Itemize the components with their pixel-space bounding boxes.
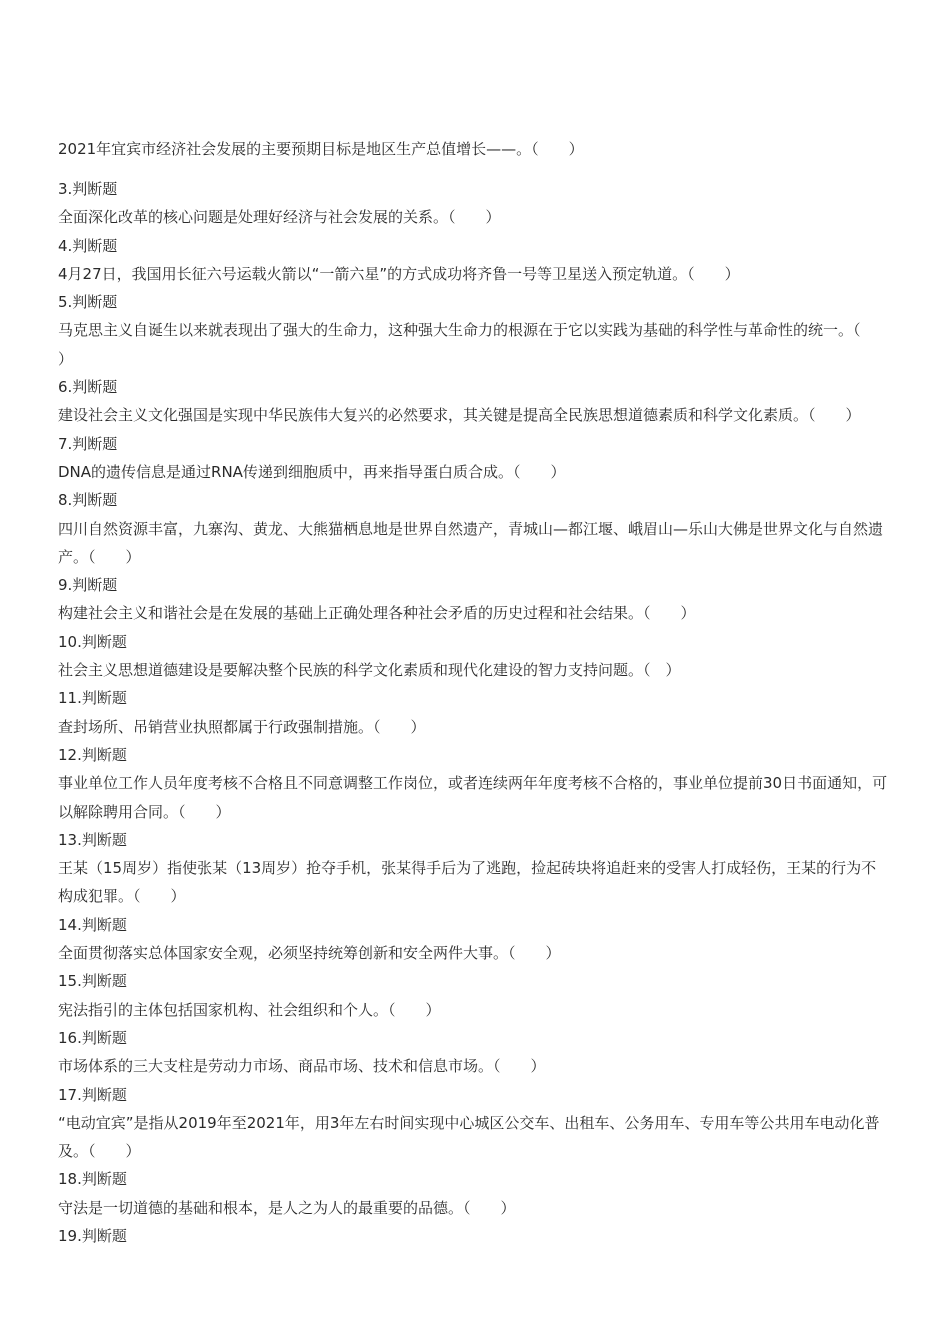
question-number: 16.判断题 [58,1028,127,1047]
question-number: 15.判断题 [58,972,127,991]
question-text: 全面贯彻落实总体国家安全观，必须坚持统筹创新和安全两件大事。（ ） [58,944,561,963]
question-number: 5.判断题 [58,293,118,312]
question-number: 12.判断题 [58,745,127,764]
questions-container [58,175,890,1222]
question-item [58,232,890,289]
question-text: 王某（15周岁）指使张某（13周岁）抢夺手机，张某得手后为了逃跑，捡起砖块将追赶来的受害人打成轻伤，王某的行为不构成犯罪。（ ） [58,859,877,906]
question-item [58,826,890,911]
question-item [58,911,890,968]
question-item [58,1165,890,1222]
question-text: 全面深化改革的核心问题是处理好经济与社会发展的关系。（ ） [58,208,501,227]
question-item [58,967,890,1024]
truncated-top-line [58,140,890,175]
question-number: 10.判断题 [58,632,127,651]
question-item [58,486,890,571]
question-item [58,1024,890,1081]
question-number: 7.判断题 [58,434,118,453]
question-item [58,175,890,232]
question-text: 查封场所、吊销营业执照都属于行政强制措施。（ ） [58,717,426,736]
question-number: 6.判断题 [58,378,118,397]
question-item [58,684,890,741]
truncated-bottom-text: 19.判断题 [58,1226,127,1245]
question-number: 17.判断题 [58,1085,127,1104]
question-item [58,430,890,487]
question-text: 事业单位工作人员年度考核不合格且不同意调整工作岗位，或者连续两年年度考核不合格的，事业单位提前30日书面通知，可以解除聘用合同。（ ） [58,774,888,821]
question-number: 8.判断题 [58,491,118,510]
truncated-top-text: 2021年宜宾市经济社会发展的主要预期目标是地区生产总值增长——。（ ） [58,140,584,158]
question-text: “电动宜宾”是指从2019年至2021年，用3年左右时间实现中心城区公交车、出租车、公务用车、专用车等公共用车电动化普及。（ ） [58,1113,880,1161]
question-item [58,288,890,373]
question-text: 构建社会主义和谐社会是在发展的基础上正确处理各种社会矛盾的历史过程和社会结果。（ ） [58,604,696,623]
question-number: 18.判断题 [58,1170,127,1189]
question-text: 马克思主义自诞生以来就表现出了强大的生命力，这种强大生命力的根源在于它以实践为基础的科学性与革命性的统一。（ ） [58,321,891,368]
question-list [58,140,891,1268]
question-item [58,373,890,430]
question-text: 市场体系的三大支柱是劳动力市场、商品市场、技术和信息市场。（ ） [58,1057,546,1076]
question-text: 社会主义思想道德建设是要解决整个民族的科学文化素质和现代化建设的智力支持问题。（ ） [58,661,681,680]
question-number: 14.判断题 [58,915,127,934]
question-number: 13.判断题 [58,830,127,849]
question-number: 4.判断题 [58,236,118,255]
question-text: 四川自然资源丰富，九寨沟、黄龙、大熊猫栖息地是世界自然遗产，青城山—都江堰、峨眉山—乐山大佛是世界文化与自然遗产。（ ） [58,519,884,566]
question-text: 宪法指引的主体包括国家机构、社会组织和个人。（ ） [58,1000,441,1019]
question-text: 守法是一切道德的基础和根本，是人之为人的最重要的品德。（ ） [58,1198,516,1217]
question-number: 11.判断题 [58,689,127,708]
truncated-bottom-line [58,1222,890,1245]
question-item [58,628,890,685]
question-number: 9.判断题 [58,576,118,595]
question-number: 3.判断题 [58,180,118,198]
question-text: DNA的遗传信息是通过RNA传递到细胞质中，再来指导蛋白质合成。（ ） [58,462,566,481]
question-text: 建设社会主义文化强国是实现中华民族伟大复兴的必然要求，其关键是提高全民族思想道德素质和科学文化素质。（ ） [58,406,861,425]
question-item [58,1081,890,1166]
question-text: 4月27日，我国用长征六号运载火箭以“一箭六星”的方式成功将齐鲁一号等卫星送入预定轨道。（ ） [58,264,740,283]
question-item [58,741,890,826]
question-item [58,571,890,628]
